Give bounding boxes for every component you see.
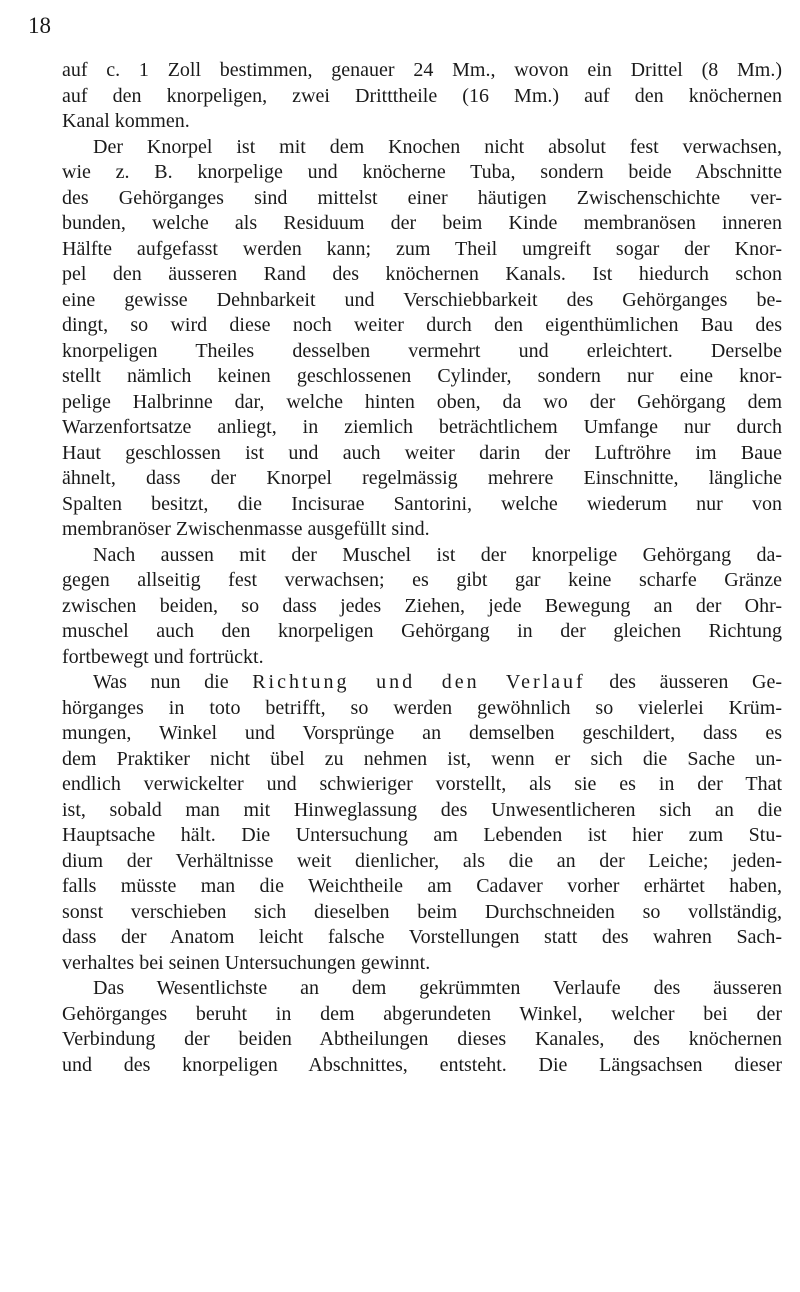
text-line: Nach aussen mit der Muschel ist der knorpelige Gehörgang da- [93,543,782,566]
text-line: knorpeligen Theiles desselben vermehrt und erleichtert. Derselbe [62,339,782,362]
text-line: dass der Anatom leicht falsche Vorstellungen statt des wahren Sach- [62,926,782,948]
text-line: Kanal kommen. [62,110,190,132]
text-line: mungen, Winkel und Vorsprünge an demselben geschildert, dass es [62,722,782,744]
text-line: Der Knorpel ist mit dem Knochen nicht absolut fest verwachsen, [93,135,782,158]
text-line: Das Wesentlichste an dem gekrümmten Verlaufe des äusseren [93,977,782,999]
text-line: dingt, so wird diese noch weiter durch den eigenthümlichen Bau des [62,314,782,336]
paragraph-2 [62,135,782,543]
text-line: auf den knorpeligen, zwei Dritttheile (16 Mm.) auf den knöchernen [62,84,782,107]
text-line: membranöser Zwischenmasse ausgefüllt sind. [62,518,430,540]
text-line: Haut geschlossen ist und auch weiter darin der Luftröhre im Baue [62,441,782,464]
text-line: zwischen beiden, so dass jedes Ziehen, jede Bewegung an der Ohr- [62,594,782,617]
text-line: Hälfte aufgefasst werden kann; zum Theil umgreift sogar der Knor- [62,237,782,260]
text-line: wie z. B. knorpelige und knöcherne Tuba, sondern beide Abschnitte [62,161,782,183]
text-line: auf c. 1 Zoll bestimmen, genauer 24 Mm., wovon ein Drittel (8 Mm.) [62,59,782,81]
paragraph-1 [62,58,782,135]
paragraph-3 [62,543,782,671]
text-line: gegen allseitig fest verwachsen; es gibt gar keine scharfe Gränze [62,569,782,591]
text-line: falls müsste man die Weichtheile am Cadaver vorher erhärtet haben, [62,875,782,897]
text-line: dem Praktiker nicht übel zu nehmen ist, wenn er sich die Sache un- [62,747,782,770]
text-line: verhaltes bei seinen Untersuchungen gewinnt. [62,951,431,974]
text-line: Was nun die Richtung und den Verlauf des äusseren Ge- [93,671,783,693]
text-line: Hauptsache hält. Die Untersuchung am Lebenden ist hier zum Stu- [62,824,782,846]
text-line: ähnelt, dass der Knorpel regelmässig mehrere Einschnitte, längliche [62,467,782,489]
text-line: fortbewegt und fortrückt. [62,645,264,668]
text-line: Verbindung der beiden Abtheilungen dieses Kanales, des knöchernen [62,1028,782,1050]
page-number: 18 [28,13,51,38]
text-line: endlich verwickelter und schwieriger vorstellt, als sie es in der That [62,773,782,795]
text-line: eine gewisse Dehnbarkeit und Verschiebbarkeit des Gehörganges be- [62,288,782,311]
text-line: pelige Halbrinne dar, welche hinten oben, da wo der Gehörgang dem [62,390,782,413]
text-line: bunden, welche als Residuum der beim Kinde membranösen inneren [62,212,782,234]
text-line: dium der Verhältnisse weit dienlicher, als die an der Leiche; jeden- [62,849,782,872]
text-line: Warzenfortsatze anliegt, in ziemlich beträchtlichem Umfange nur durch [62,416,782,438]
text-line: Gehörganges beruht in dem abgerundeten Winkel, welcher bei der [62,1002,782,1025]
text-line-spaced-heading [62,670,782,696]
text-line: des Gehörganges sind mittelst einer häutigen Zwischenschichte ver- [62,186,782,209]
paragraph-4 [62,670,782,976]
emphasized-phrase: Richtung und den Verlauf [252,671,586,693]
text-line: pel den äusseren Rand des knöchernen Kanals. Ist hiedurch schon [62,263,782,285]
body-text [62,58,782,1078]
text-line: hörganges in toto betrifft, so werden gewöhnlich so vielerlei Krüm- [62,696,782,719]
text-line: ist, sobald man mit Hinweglassung des Unwesentlicheren sich an die [62,798,782,821]
paragraph-5 [62,976,782,1078]
text-line: Spalten besitzt, die Incisurae Santorini, welche wiederum nur von [62,492,782,515]
text-line: muschel auch den knorpeligen Gehörgang in der gleichen Richtung [62,620,782,642]
text-line: sonst verschieben sich dieselben beim Durchschneiden so vollständig, [62,900,782,923]
text-line: und des knorpeligen Abschnittes, entsteht. Die Längsachsen dieser [62,1053,782,1076]
text-line: stellt nämlich keinen geschlossenen Cylinder, sondern nur eine knor- [62,365,782,387]
